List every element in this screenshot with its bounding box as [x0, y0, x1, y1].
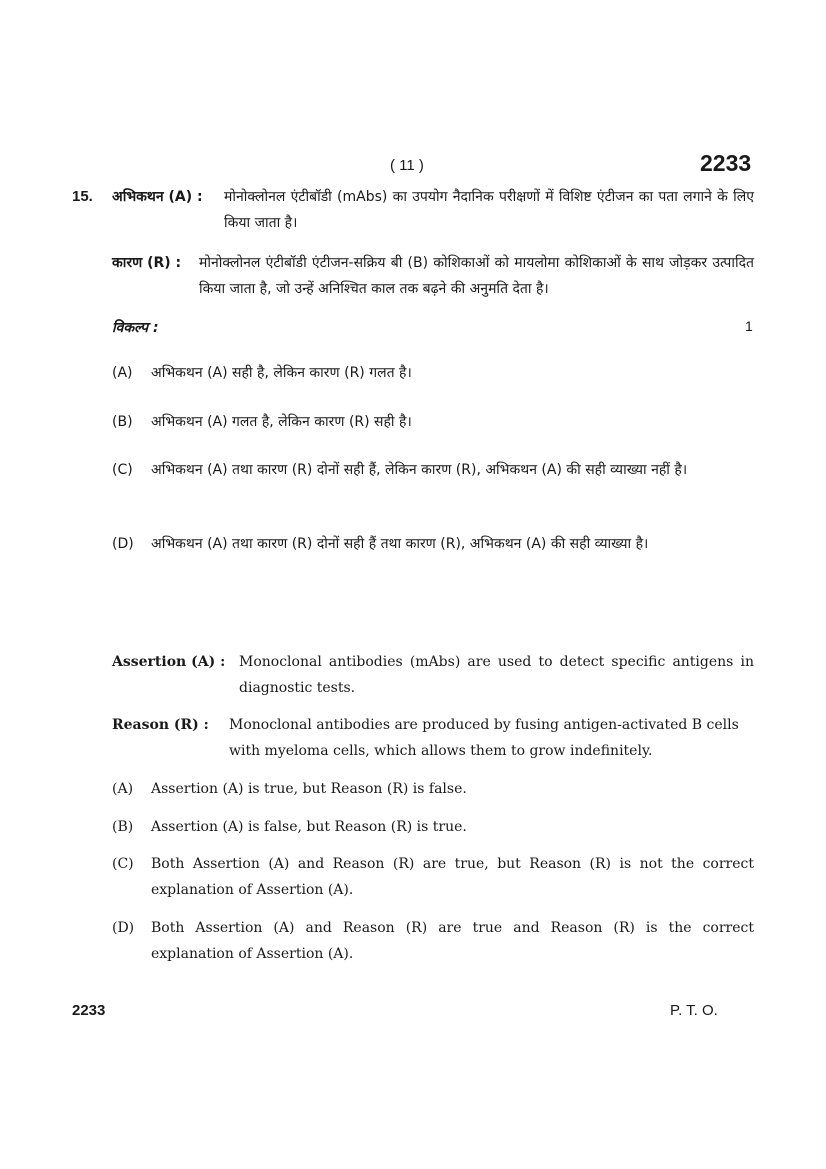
english-option-text: Both Assertion (A) and Reason (R) are true, but Reason (R) is not the correct explanation of Assertion (A).	[151, 856, 754, 898]
english-option-text: Assertion (A) is true, but Reason (R) is false.	[151, 781, 467, 797]
hindi-option-text: अभिकथन (A) गलत है, लेकिन कारण (R) सही है।	[151, 414, 412, 430]
hindi-option-key: (A)	[112, 365, 133, 381]
hindi-option-key: (D)	[112, 536, 134, 552]
hindi-option-key: (B)	[112, 414, 133, 430]
hindi-option-text: अभिकथन (A) तथा कारण (R) दोनों सही हैं, लेकिन कारण (R), अभिकथन (A) की सही व्याख्या नहीं है।	[151, 462, 688, 478]
paper-code: 2233	[700, 150, 752, 176]
marks: 1	[745, 318, 753, 334]
question-number: 15.	[72, 188, 93, 205]
hindi-assertion-text: मोनोक्लोनल एंटीबॉडी (mAbs) का उपयोग नैदानिक परीक्षणों में विशिष्ट एंटीजन का पता लगाने के लिए किया जाता है।	[224, 189, 754, 231]
footer-pto: P. T. O.	[670, 1002, 718, 1019]
hindi-reason-label: कारण (R) :	[112, 255, 182, 271]
english-assertion-text: Monoclonal antibodies (mAbs) are used to detect specific antigens in diagnostic tests.	[239, 654, 754, 696]
hindi-option-text: अभिकथन (A) सही है, लेकिन कारण (R) गलत है।	[151, 365, 412, 381]
hindi-option-key: (C)	[112, 462, 133, 478]
page-number: ( 11 )	[390, 157, 424, 174]
english-assertion-label: Assertion (A) :	[112, 654, 226, 670]
english-option-key: (C)	[112, 856, 134, 872]
options-label: विकल्प :	[112, 320, 159, 336]
english-reason-label: Reason (R) :	[112, 717, 209, 733]
english-option-key: (A)	[112, 781, 134, 797]
hindi-reason-text: मोनोक्लोनल एंटीबॉडी एंटीजन-सक्रिय बी (B) कोशिकाओं को मायलोमा कोशिकाओं के साथ जोड़कर उत्पादित किया जाता है, जो उन्हें अनिश्चित काल तक बढ़ने की अनुमति देता है।	[199, 255, 754, 297]
english-option-text: Both Assertion (A) and Reason (R) are true and Reason (R) is the correct explanation of Assertion (A).	[151, 920, 754, 962]
english-option-key: (D)	[112, 920, 135, 936]
hindi-option-text: अभिकथन (A) तथा कारण (R) दोनों सही हैं तथा कारण (R), अभिकथन (A) की सही व्याख्या है।	[151, 536, 649, 552]
footer-code: 2233	[72, 1002, 106, 1019]
english-option-key: (B)	[112, 819, 134, 835]
english-reason-text: Monoclonal antibodies are produced by fusing antigen-activated B cells with myeloma cells, which allows them to grow indefinitely.	[229, 717, 739, 759]
hindi-assertion-label: अभिकथन (A) :	[112, 189, 203, 205]
english-option-text: Assertion (A) is false, but Reason (R) is true.	[151, 819, 467, 835]
